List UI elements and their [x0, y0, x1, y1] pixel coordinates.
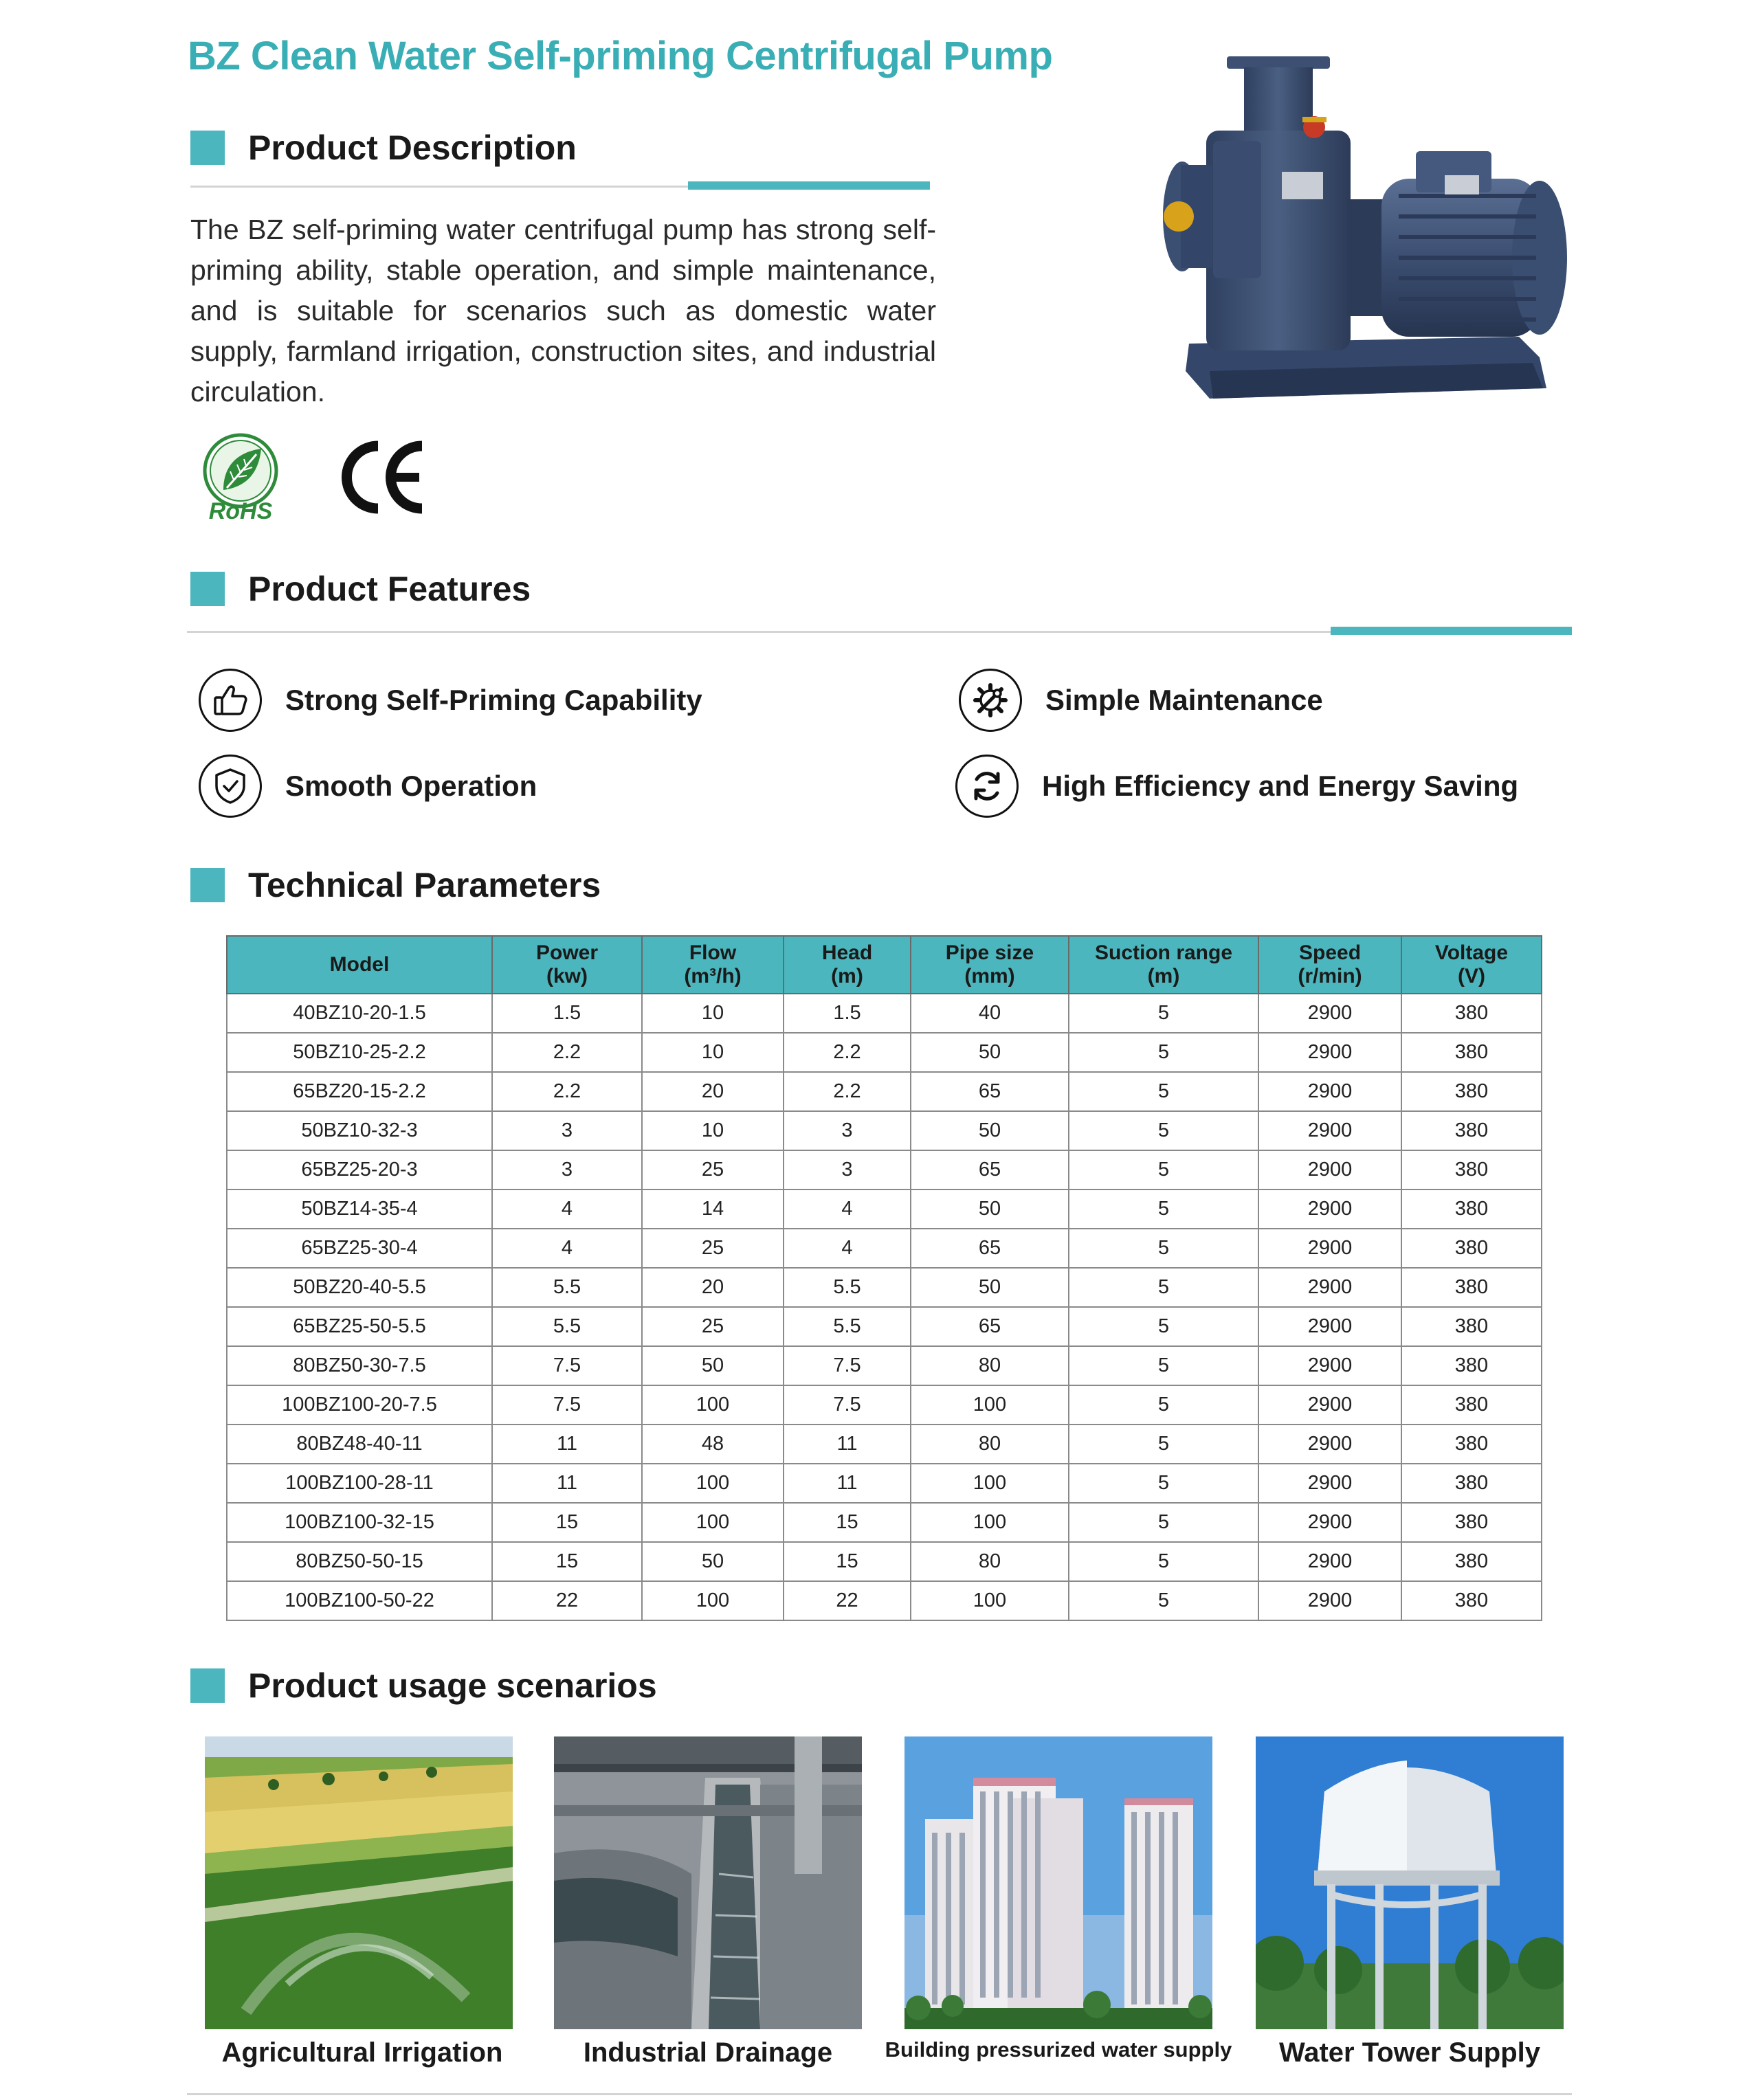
section-marker [190, 868, 225, 902]
table-cell: 5 [1069, 1072, 1258, 1111]
table-cell: 5 [1069, 1581, 1258, 1620]
table-cell: 380 [1401, 1425, 1542, 1464]
table-cell: 2.2 [784, 1033, 911, 1072]
table-header-row [227, 936, 1542, 994]
table-cell: 380 [1401, 1307, 1542, 1346]
table-cell: 3 [784, 1150, 911, 1189]
table-cell: 25 [642, 1307, 784, 1346]
table-cell: 380 [1401, 994, 1542, 1033]
feature-item [199, 755, 537, 818]
table-cell: 4 [492, 1189, 642, 1229]
table-cell: 7.5 [492, 1346, 642, 1385]
column-name: Head [821, 941, 873, 964]
table-cell: 100 [911, 1503, 1069, 1542]
feature-item [199, 669, 702, 732]
table-cell: 5 [1069, 1307, 1258, 1346]
table-cell: 65 [911, 1150, 1069, 1189]
table-cell: 100BZ100-28-11 [227, 1464, 492, 1503]
table-cell: 5 [1069, 1229, 1258, 1268]
table-cell: 25 [642, 1229, 784, 1268]
table-header-cell [227, 936, 492, 994]
table-row [227, 1150, 1542, 1189]
table-header-cell [642, 936, 784, 994]
table-cell: 50 [642, 1346, 784, 1385]
water-treatment-tank-photo [554, 1736, 862, 2029]
table-cell: 5 [1069, 1385, 1258, 1425]
table-cell: 380 [1401, 1150, 1542, 1189]
section-marker [190, 1668, 225, 1703]
ce-logo [338, 438, 428, 517]
column-name: Pipe size [945, 941, 1034, 964]
section-usage-title: Product usage scenarios [248, 1666, 657, 1705]
column-name: Suction range [1094, 941, 1233, 964]
table-cell: 2900 [1258, 1503, 1401, 1542]
pump-product-image [1162, 48, 1574, 405]
table-cell: 2900 [1258, 1150, 1401, 1189]
table-cell: 5 [1069, 1111, 1258, 1150]
column-unit: (m³/h) [684, 965, 742, 987]
section-marker [190, 131, 225, 165]
table-cell: 2900 [1258, 994, 1401, 1033]
table-cell: 50 [911, 1033, 1069, 1072]
table-header-cell [911, 936, 1069, 994]
table-cell: 2.2 [492, 1072, 642, 1111]
table-cell: 80BZ50-50-15 [227, 1542, 492, 1581]
table-cell: 50 [911, 1111, 1069, 1150]
column-unit: (r/min) [1298, 965, 1362, 987]
table-cell: 100BZ100-32-15 [227, 1503, 492, 1542]
table-cell: 20 [642, 1072, 784, 1111]
water-tower-photo [1256, 1736, 1564, 2029]
column-unit: (mm) [964, 965, 1015, 987]
scenario-caption: Water Tower Supply [1278, 2037, 1541, 2068]
table-cell: 7.5 [492, 1385, 642, 1425]
table-cell: 40 [911, 994, 1069, 1033]
description-text: The BZ self-priming water centrifugal pump has strong self-priming ability, stable operation, and simple maintenance, and is suitable for scenarios such as domestic water supply, farmland irrigation, construction sites, and industrial circulation. [190, 214, 936, 407]
table-header-cell [492, 936, 642, 994]
table-cell: 65 [911, 1072, 1069, 1111]
section-marker [190, 572, 225, 606]
table-header-cell [1069, 936, 1258, 994]
table-cell: 380 [1401, 1503, 1542, 1542]
table-cell: 380 [1401, 1385, 1542, 1425]
column-unit: (m) [831, 965, 863, 987]
table-cell: 1.5 [492, 994, 642, 1033]
table-cell: 380 [1401, 1346, 1542, 1385]
table-cell: 380 [1401, 1542, 1542, 1581]
table-cell: 50BZ10-25-2.2 [227, 1033, 492, 1072]
farmland-irrigation-photo [205, 1736, 513, 2029]
table-row [227, 1581, 1542, 1620]
table-cell: 2900 [1258, 1464, 1401, 1503]
table-cell: 25 [642, 1150, 784, 1189]
column-name: Voltage [1434, 941, 1509, 964]
table-cell: 11 [784, 1464, 911, 1503]
high-rise-buildings-photo [904, 1736, 1212, 2029]
rohs-logo [196, 432, 285, 521]
section-technical-header [190, 865, 601, 905]
table-cell: 15 [492, 1542, 642, 1581]
column-name: Model [329, 953, 390, 976]
table-cell: 22 [492, 1581, 642, 1620]
table-row [227, 1072, 1542, 1111]
table-cell: 1.5 [784, 994, 911, 1033]
section-technical-title: Technical Parameters [248, 866, 601, 904]
table-cell: 2900 [1258, 1268, 1401, 1307]
table-cell: 10 [642, 1033, 784, 1072]
table-cell: 15 [492, 1503, 642, 1542]
table-cell: 22 [784, 1581, 911, 1620]
table-cell: 4 [784, 1189, 911, 1229]
table-cell: 100BZ100-20-7.5 [227, 1385, 492, 1425]
table-cell: 2900 [1258, 1425, 1401, 1464]
table-cell: 2900 [1258, 1072, 1401, 1111]
table-row [227, 1268, 1542, 1307]
table-cell: 4 [492, 1229, 642, 1268]
table-cell: 5 [1069, 1425, 1258, 1464]
table-cell: 65 [911, 1307, 1069, 1346]
column-unit: (m) [1147, 965, 1180, 987]
table-cell: 50BZ20-40-5.5 [227, 1268, 492, 1307]
feature-label: High Efficiency and Energy Saving [1042, 770, 1519, 802]
table-cell: 65 [911, 1229, 1069, 1268]
column-unit: (V) [1458, 965, 1485, 987]
table-cell: 11 [492, 1464, 642, 1503]
table-cell: 5 [1069, 1346, 1258, 1385]
table-cell: 2900 [1258, 1385, 1401, 1425]
table-row [227, 1111, 1542, 1150]
table-row [227, 1542, 1542, 1581]
table-cell: 80 [911, 1346, 1069, 1385]
table-cell: 3 [784, 1111, 911, 1150]
table-row [227, 1189, 1542, 1229]
section-description-title: Product Description [248, 129, 577, 167]
table-cell: 2.2 [784, 1072, 911, 1111]
table-cell: 5 [1069, 1268, 1258, 1307]
feature-item [959, 669, 1323, 732]
table-cell: 100 [642, 1503, 784, 1542]
table-cell: 50 [642, 1542, 784, 1581]
table-header-cell [1258, 936, 1401, 994]
table-cell: 14 [642, 1189, 784, 1229]
table-cell: 5 [1069, 1464, 1258, 1503]
table-cell: 11 [784, 1425, 911, 1464]
table-cell: 5.5 [492, 1307, 642, 1346]
page-title: BZ Clean Water Self-priming Centrifugal Pump [188, 34, 1053, 78]
table-cell: 5.5 [784, 1307, 911, 1346]
table-cell: 4 [784, 1229, 911, 1268]
table-cell: 100BZ100-50-22 [227, 1581, 492, 1620]
table-row [227, 1307, 1542, 1346]
divider-accent [1331, 627, 1572, 635]
table-cell: 10 [642, 994, 784, 1033]
table-cell: 2900 [1258, 1033, 1401, 1072]
technical-parameters-table [226, 935, 1542, 1621]
table-header-cell [784, 936, 911, 994]
table-cell: 15 [784, 1503, 911, 1542]
thumbs-up-icon [199, 669, 262, 732]
column-name: Speed [1298, 941, 1362, 964]
table-cell: 80 [911, 1542, 1069, 1581]
table-cell: 380 [1401, 1189, 1542, 1229]
table-cell: 20 [642, 1268, 784, 1307]
table-cell: 5 [1069, 1542, 1258, 1581]
table-cell: 380 [1401, 1072, 1542, 1111]
table-cell: 11 [492, 1425, 642, 1464]
table-cell: 5 [1069, 1503, 1258, 1542]
column-name: Power [535, 941, 599, 964]
table-cell: 50BZ14-35-4 [227, 1189, 492, 1229]
table-cell: 48 [642, 1425, 784, 1464]
table-cell: 10 [642, 1111, 784, 1150]
table-cell: 380 [1401, 1229, 1542, 1268]
table-cell: 100 [642, 1464, 784, 1503]
table-cell: 380 [1401, 1111, 1542, 1150]
table-cell: 100 [911, 1385, 1069, 1425]
table-cell: 100 [911, 1464, 1069, 1503]
table-cell: 380 [1401, 1268, 1542, 1307]
gear-wrench-icon [959, 669, 1022, 732]
table-row [227, 1385, 1542, 1425]
table-cell: 380 [1401, 1464, 1542, 1503]
divider-accent [688, 181, 930, 190]
section-usage-header [190, 1666, 657, 1706]
table-row [227, 1464, 1542, 1503]
column-name: Flow [689, 941, 737, 964]
shield-check-icon [199, 755, 262, 818]
table-cell: 65BZ25-50-5.5 [227, 1307, 492, 1346]
table-cell: 5 [1069, 994, 1258, 1033]
table-cell: 80 [911, 1425, 1069, 1464]
table-cell: 2.2 [492, 1033, 642, 1072]
table-row [227, 1425, 1542, 1464]
table-cell: 3 [492, 1111, 642, 1150]
table-cell: 50BZ10-32-3 [227, 1111, 492, 1150]
table-cell: 80BZ48-40-11 [227, 1425, 492, 1464]
table-cell: 5 [1069, 1189, 1258, 1229]
table-row [227, 1229, 1542, 1268]
table-row [227, 1346, 1542, 1385]
scenario-caption: Building pressurized water supply [885, 2037, 1232, 2062]
section-features-header [190, 569, 531, 609]
table-cell: 5 [1069, 1033, 1258, 1072]
table-cell: 65BZ25-20-3 [227, 1150, 492, 1189]
table-body [227, 994, 1542, 1620]
table-row [227, 1503, 1542, 1542]
table-cell: 2900 [1258, 1542, 1401, 1581]
table-cell: 3 [492, 1150, 642, 1189]
table-cell: 5.5 [784, 1268, 911, 1307]
feature-item [955, 755, 1518, 818]
section-features-title: Product Features [248, 570, 531, 608]
table-header-cell [1401, 936, 1542, 994]
table-cell: 100 [642, 1581, 784, 1620]
table-cell: 2900 [1258, 1307, 1401, 1346]
table-cell: 2900 [1258, 1111, 1401, 1150]
table-cell: 65BZ20-15-2.2 [227, 1072, 492, 1111]
table-cell: 15 [784, 1542, 911, 1581]
table-cell: 2900 [1258, 1581, 1401, 1620]
table-row [227, 994, 1542, 1033]
refresh-cycle-icon [955, 755, 1019, 818]
table-cell: 380 [1401, 1581, 1542, 1620]
table-cell: 5.5 [492, 1268, 642, 1307]
table-cell: 40BZ10-20-1.5 [227, 994, 492, 1033]
rohs-logo-text: RoHS [208, 498, 273, 521]
column-unit: (kw) [546, 965, 588, 987]
table-cell: 50 [911, 1189, 1069, 1229]
divider [187, 2093, 1572, 2095]
feature-label: Strong Self-Priming Capability [285, 684, 702, 716]
table-cell: 100 [911, 1581, 1069, 1620]
table-cell: 2900 [1258, 1229, 1401, 1268]
section-description-header [190, 128, 577, 168]
table-cell: 100 [642, 1385, 784, 1425]
table-cell: 7.5 [784, 1385, 911, 1425]
table-row [227, 1033, 1542, 1072]
table-cell: 7.5 [784, 1346, 911, 1385]
table-cell: 5 [1069, 1150, 1258, 1189]
table-cell: 80BZ50-30-7.5 [227, 1346, 492, 1385]
table-cell: 2900 [1258, 1189, 1401, 1229]
feature-label: Simple Maintenance [1045, 684, 1323, 716]
scenario-caption: Agricultural Irrigation [221, 2037, 503, 2068]
scenario-caption: Industrial Drainage [583, 2037, 833, 2068]
table-cell: 2900 [1258, 1346, 1401, 1385]
table-cell: 50 [911, 1268, 1069, 1307]
table-cell: 65BZ25-30-4 [227, 1229, 492, 1268]
feature-label: Smooth Operation [285, 770, 537, 802]
table-cell: 380 [1401, 1033, 1542, 1072]
